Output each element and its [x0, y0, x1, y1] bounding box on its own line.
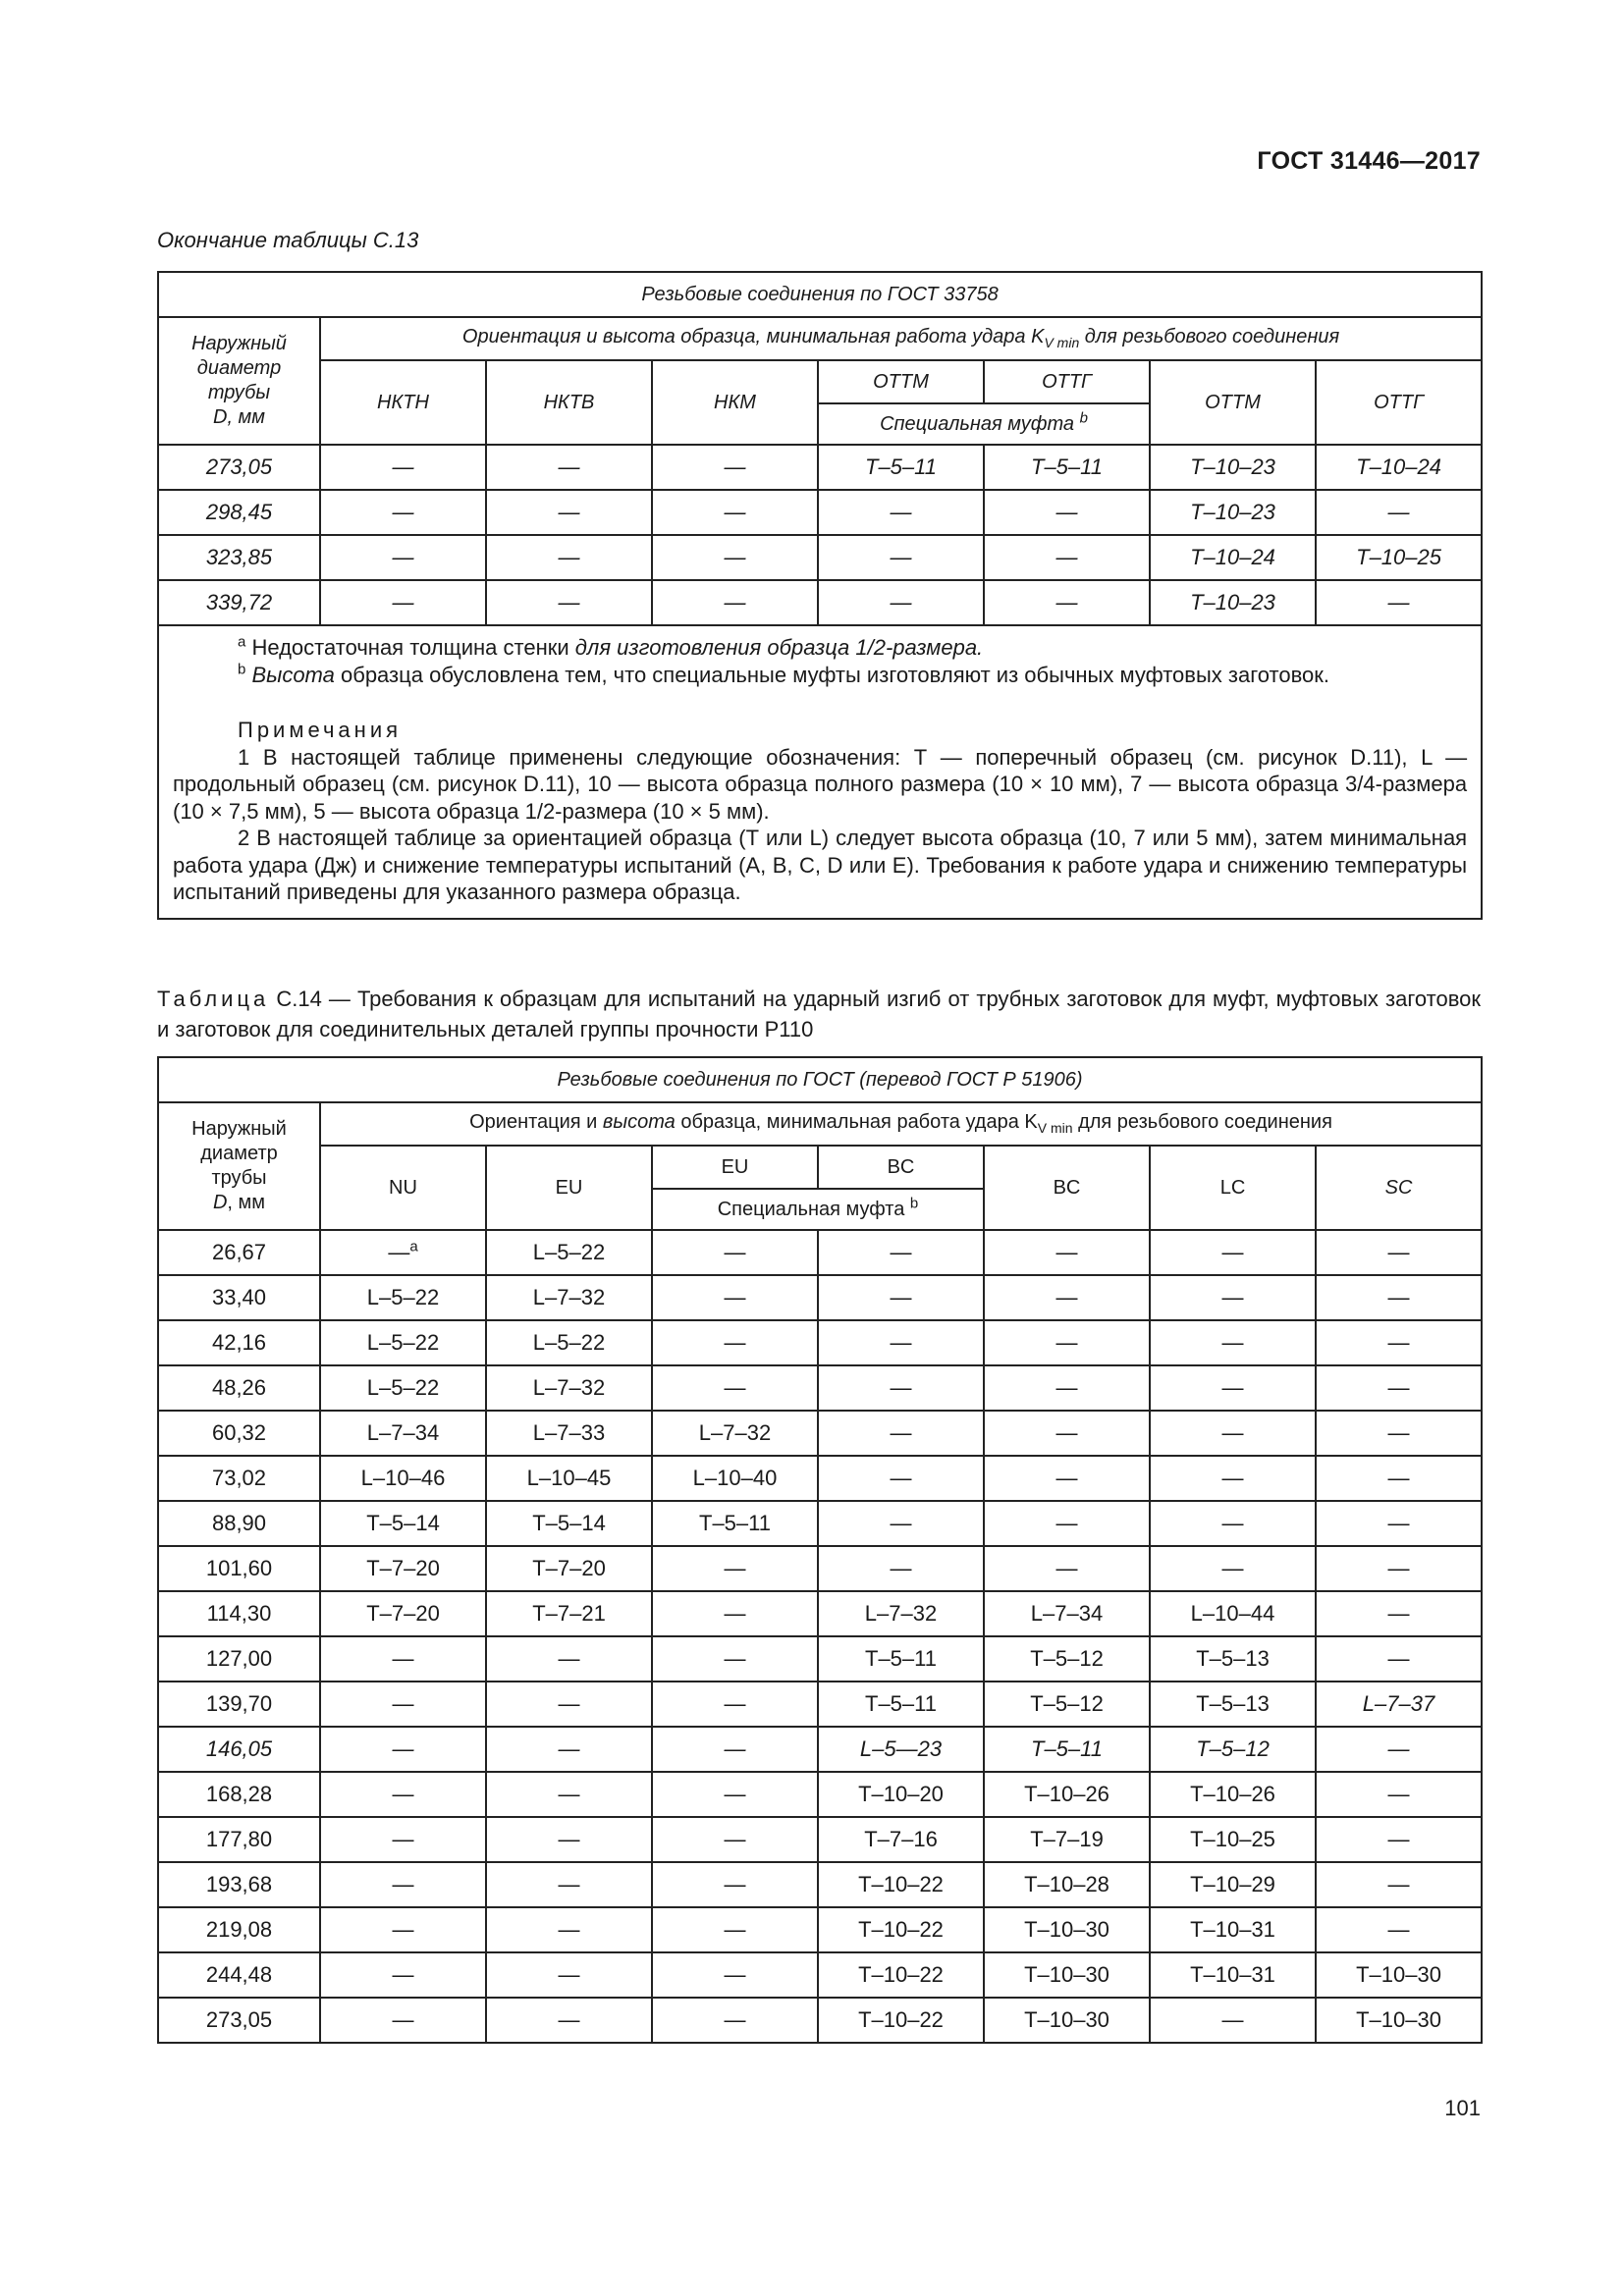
value-cell: Т–10–30 — [984, 1998, 1150, 2043]
value-cell: — — [818, 1501, 984, 1546]
value-cell: — — [1150, 1411, 1316, 1456]
value-cell: Т–10–28 — [984, 1862, 1150, 1907]
value-cell: Т–5–13 — [1150, 1636, 1316, 1682]
value-cell: Т–10–23 — [1150, 580, 1316, 625]
diameter-cell: 88,90 — [158, 1501, 320, 1546]
value-cell: L–7–37 — [1316, 1682, 1482, 1727]
value-cell: — — [486, 1907, 652, 1952]
value-cell: — — [652, 1365, 818, 1411]
value-cell: Т–5–14 — [486, 1501, 652, 1546]
value-cell: Т–7–20 — [320, 1546, 486, 1591]
table-row — [158, 1591, 1482, 1636]
value-cell: — — [1316, 580, 1482, 625]
value-cell: — — [320, 580, 486, 625]
value-cell: Т–5–11 — [984, 445, 1150, 490]
value-cell: — — [1150, 1230, 1316, 1275]
value-cell: — — [320, 1727, 486, 1772]
value-cell: Т–10–26 — [1150, 1772, 1316, 1817]
value-cell: — — [320, 535, 486, 580]
value-cell: — — [652, 1817, 818, 1862]
value-cell: — — [486, 535, 652, 580]
column-header: ОТТМ — [818, 360, 984, 403]
diameter-cell: 26,67 — [158, 1230, 320, 1275]
table-row — [158, 1998, 1482, 2043]
value-cell: Т–5–11 — [818, 1636, 984, 1682]
value-cell: — — [486, 1682, 652, 1727]
value-cell: L–10–45 — [486, 1456, 652, 1501]
value-cell: — — [652, 1230, 818, 1275]
value-cell: — — [1316, 1862, 1482, 1907]
value-cell: — — [984, 1275, 1150, 1320]
table-row — [158, 1456, 1482, 1501]
value-cell: Т–10–24 — [1316, 445, 1482, 490]
value-cell: Т–7–16 — [818, 1817, 984, 1862]
page-number: 101 — [1444, 2096, 1481, 2120]
value-cell: — — [818, 1320, 984, 1365]
value-cell: Т–10–23 — [1150, 490, 1316, 535]
value-cell: — — [1316, 1275, 1482, 1320]
value-cell: — — [652, 1320, 818, 1365]
diameter-cell: 60,32 — [158, 1411, 320, 1456]
value-cell: — — [984, 535, 1150, 580]
value-cell: L–7–32 — [818, 1591, 984, 1636]
value-cell: Т–7–20 — [486, 1546, 652, 1591]
value-cell: — — [984, 580, 1150, 625]
table-row — [158, 445, 1482, 490]
value-cell: — — [652, 445, 818, 490]
table-row — [158, 1365, 1482, 1411]
value-cell: — — [1316, 1456, 1482, 1501]
diameter-cell: 168,28 — [158, 1772, 320, 1817]
value-cell: Т–5–11 — [818, 1682, 984, 1727]
table-row — [158, 1682, 1482, 1727]
value-cell: — — [984, 1320, 1150, 1365]
diameter-cell: 42,16 — [158, 1320, 320, 1365]
value-cell: Т–10–22 — [818, 1952, 984, 1998]
diameter-cell: 244,48 — [158, 1952, 320, 1998]
value-cell: — — [818, 580, 984, 625]
table-row — [158, 1817, 1482, 1862]
diameter-cell: 273,05 — [158, 445, 320, 490]
value-cell: Т–10–24 — [1150, 535, 1316, 580]
value-cell: —$^a$ — [320, 1230, 486, 1275]
value-cell: Т–10–30 — [984, 1952, 1150, 1998]
table-row — [158, 1501, 1482, 1546]
value-cell: — — [1150, 1998, 1316, 2043]
diameter-cell: 73,02 — [158, 1456, 320, 1501]
value-cell: Т–10–22 — [818, 1862, 984, 1907]
value-cell: L–7–32 — [652, 1411, 818, 1456]
table-c14 — [157, 1056, 1483, 2044]
value-cell: — — [1150, 1275, 1316, 1320]
table-row — [158, 1636, 1482, 1682]
value-cell: Т–5–11 — [818, 445, 984, 490]
note-1: 1 В настоящей таблице применены следующие обозначения: Т — поперечный образец (см. рисунок D.11), L — продольный образец (см. рисунок D.11), 10 — высота образца полного размера (10 × 10 мм), 7 — высота образца 3/4-размера (10 × 7,5 мм), 5 — высота образца 1/2-размера (10 × 5 мм). — [173, 744, 1468, 824]
diameter-cell: 127,00 — [158, 1636, 320, 1682]
value-cell: — — [1316, 1591, 1482, 1636]
value-cell: — — [1316, 1907, 1482, 1952]
diameter-cell: 193,68 — [158, 1862, 320, 1907]
footnote-a: $^a$ Недостаточная толщина стенки для изготовления образца 1/2-размера. — [238, 633, 984, 660]
value-cell: L–7–32 — [486, 1275, 652, 1320]
table-row — [158, 580, 1482, 625]
column-header: NU — [320, 1146, 486, 1230]
value-cell: Т–5–12 — [1150, 1727, 1316, 1772]
value-cell: — — [984, 490, 1150, 535]
value-cell: — — [818, 535, 984, 580]
value-cell: L–10–44 — [1150, 1591, 1316, 1636]
table-row — [158, 1275, 1482, 1320]
value-cell: — — [486, 1636, 652, 1682]
value-cell: — — [984, 1501, 1150, 1546]
standard-designation: ГОСТ 31446—2017 — [1257, 147, 1481, 175]
value-cell: — — [652, 1682, 818, 1727]
value-cell: Т–5–11 — [652, 1501, 818, 1546]
value-cell: — — [1150, 1456, 1316, 1501]
value-cell: — — [320, 1998, 486, 2043]
value-cell: — — [984, 1365, 1150, 1411]
column-header: НКТВ — [486, 360, 652, 445]
value-cell: — — [320, 1682, 486, 1727]
value-cell: — — [1150, 1320, 1316, 1365]
table-c13 — [157, 271, 1483, 920]
column-header: ОТТГ — [1316, 360, 1482, 445]
value-cell: — — [1316, 490, 1482, 535]
value-cell: Т–7–21 — [486, 1591, 652, 1636]
value-cell: — — [652, 535, 818, 580]
column-header: ОТТГ — [984, 360, 1150, 403]
value-cell: — — [320, 445, 486, 490]
table-c13-notes — [158, 625, 1482, 919]
value-cell: — — [1316, 1727, 1482, 1772]
table-row — [158, 1411, 1482, 1456]
table-row — [158, 1727, 1482, 1772]
value-cell: — — [1316, 1636, 1482, 1682]
value-cell: Т–10–20 — [818, 1772, 984, 1817]
value-cell: — — [1150, 1546, 1316, 1591]
value-cell: L–7–33 — [486, 1411, 652, 1456]
value-cell: — — [320, 1817, 486, 1862]
diameter-cell: 273,05 — [158, 1998, 320, 2043]
value-cell: — — [320, 1772, 486, 1817]
value-cell: — — [486, 1817, 652, 1862]
value-cell: — — [818, 1411, 984, 1456]
value-cell: Т–5–12 — [984, 1636, 1150, 1682]
notes-title: Примечания — [238, 718, 403, 742]
value-cell: — — [984, 1411, 1150, 1456]
note-2: 2 В настоящей таблице за ориентацией образца (Т или L) следует высота образца (10, 7 или 5 мм), затем минимальная работа удара (Дж) и снижение температуры испытаний (A, B, C, D или E). Требования к работе удара и снижению температуры испытаний приведены для указанного размера образца. — [173, 826, 1468, 904]
value-cell: Т–5–14 — [320, 1501, 486, 1546]
column-header: НКМ — [652, 360, 818, 445]
value-cell: — — [652, 1591, 818, 1636]
diameter-header: Наружный диаметр трубы D, мм — [158, 317, 320, 445]
value-cell: — — [652, 1907, 818, 1952]
value-cell: Т–10–31 — [1150, 1952, 1316, 1998]
value-cell: — — [652, 1998, 818, 2043]
value-cell: L–5–22 — [320, 1365, 486, 1411]
value-cell: L–5–22 — [486, 1230, 652, 1275]
column-header: EU — [652, 1146, 818, 1189]
value-cell: L–5–22 — [320, 1275, 486, 1320]
value-cell: — — [652, 490, 818, 535]
value-cell: — — [652, 580, 818, 625]
column-header: ОТТМ — [1150, 360, 1316, 445]
diameter-cell: 146,05 — [158, 1727, 320, 1772]
value-cell: Т–10–30 — [1316, 1952, 1482, 1998]
value-cell: Т–10–22 — [818, 1998, 984, 2043]
table-c13-title: Резьбовые соединения по ГОСТ 33758 — [158, 272, 1482, 317]
value-cell: — — [1316, 1817, 1482, 1862]
value-cell: L–5—23 — [818, 1727, 984, 1772]
value-cell: — — [486, 1998, 652, 2043]
value-cell: — — [1316, 1501, 1482, 1546]
value-cell: — — [320, 1907, 486, 1952]
column-header: НКТН — [320, 360, 486, 445]
value-cell: — — [818, 490, 984, 535]
value-cell: — — [818, 1456, 984, 1501]
column-header: SC — [1316, 1146, 1482, 1230]
footnote-b: $^b$ Высота образца обусловлена тем, что специальные муфты изготовляют из обычных муфтовых заготовок. — [238, 661, 1329, 687]
value-cell: Т–10–31 — [1150, 1907, 1316, 1952]
value-cell: L–10–40 — [652, 1456, 818, 1501]
value-cell: Т–5–13 — [1150, 1682, 1316, 1727]
value-cell: — — [984, 1456, 1150, 1501]
value-cell: — — [320, 1952, 486, 1998]
value-cell: Т–7–20 — [320, 1591, 486, 1636]
value-cell: Т–10–25 — [1316, 535, 1482, 580]
diameter-cell: 48,26 — [158, 1365, 320, 1411]
value-cell: — — [486, 1772, 652, 1817]
value-cell: — — [486, 490, 652, 535]
value-cell: — — [818, 1275, 984, 1320]
table-row — [158, 1862, 1482, 1907]
table-row — [158, 1772, 1482, 1817]
value-cell: L–10–46 — [320, 1456, 486, 1501]
value-cell: Т–7–19 — [984, 1817, 1150, 1862]
value-cell: — — [320, 490, 486, 535]
value-cell: — — [1316, 1772, 1482, 1817]
value-cell: — — [818, 1546, 984, 1591]
value-cell: — — [1316, 1546, 1482, 1591]
diameter-cell: 101,60 — [158, 1546, 320, 1591]
table-c14-title: Резьбовые соединения по ГОСТ (перевод ГОСТ Р 51906) — [158, 1057, 1482, 1102]
value-cell: Т–10–26 — [984, 1772, 1150, 1817]
diameter-cell: 219,08 — [158, 1907, 320, 1952]
value-cell: — — [320, 1636, 486, 1682]
value-cell: — — [984, 1230, 1150, 1275]
orientation-header: Ориентация и высота образца, минимальная работа удара $K_{V min}$ для резьбового соединения — [320, 317, 1482, 360]
value-cell: — — [320, 1862, 486, 1907]
value-cell: — — [652, 1862, 818, 1907]
value-cell: — — [652, 1636, 818, 1682]
value-cell: Т–10–25 — [1150, 1817, 1316, 1862]
diameter-header: Наружный диаметр трубы D, мм — [158, 1102, 320, 1230]
value-cell: — — [1150, 1501, 1316, 1546]
value-cell: — — [818, 1230, 984, 1275]
column-header: EU — [486, 1146, 652, 1230]
special-coupling-header: Специальная муфта $^b$ — [652, 1189, 984, 1230]
value-cell: L–7–32 — [486, 1365, 652, 1411]
value-cell: — — [652, 1727, 818, 1772]
column-header: LC — [1150, 1146, 1316, 1230]
table-continuation-caption: Окончание таблицы С.13 — [157, 228, 419, 252]
table-row — [158, 1546, 1482, 1591]
diameter-cell: 177,80 — [158, 1817, 320, 1862]
value-cell: — — [652, 1772, 818, 1817]
value-cell: L–5–22 — [320, 1320, 486, 1365]
value-cell: — — [652, 1275, 818, 1320]
diameter-cell: 114,30 — [158, 1591, 320, 1636]
table-row — [158, 490, 1482, 535]
value-cell: — — [1316, 1230, 1482, 1275]
value-cell: L–7–34 — [984, 1591, 1150, 1636]
value-cell: — — [486, 580, 652, 625]
value-cell: Т–10–30 — [1316, 1998, 1482, 2043]
value-cell: — — [1316, 1320, 1482, 1365]
value-cell: Т–10–29 — [1150, 1862, 1316, 1907]
value-cell: — — [486, 445, 652, 490]
footnote-mark: a — [409, 1238, 418, 1255]
value-cell: Т–10–22 — [818, 1907, 984, 1952]
value-cell: L–5–22 — [486, 1320, 652, 1365]
value-cell: — — [486, 1862, 652, 1907]
table-row — [158, 1952, 1482, 1998]
orientation-header: Ориентация и высота образца, минимальная работа удара $K_{V min}$ для резьбового соединения — [320, 1102, 1482, 1146]
value-cell: — — [486, 1952, 652, 1998]
diameter-cell: 139,70 — [158, 1682, 320, 1727]
value-cell: — — [652, 1546, 818, 1591]
value-cell: Т–5–12 — [984, 1682, 1150, 1727]
table-row — [158, 1907, 1482, 1952]
table-row — [158, 1320, 1482, 1365]
diameter-cell: 298,45 — [158, 490, 320, 535]
value-cell: Т–10–30 — [984, 1907, 1150, 1952]
value-cell: — — [984, 1546, 1150, 1591]
value-cell: — — [1150, 1365, 1316, 1411]
special-coupling-header: Специальная муфта $^b$ — [818, 403, 1150, 445]
table-row — [158, 1230, 1482, 1275]
value-cell: Т–10–23 — [1150, 445, 1316, 490]
table-row — [158, 535, 1482, 580]
value-cell: — — [652, 1952, 818, 1998]
value-cell: — — [1316, 1411, 1482, 1456]
column-header: BC — [818, 1146, 984, 1189]
diameter-cell: 339,72 — [158, 580, 320, 625]
column-header: BC — [984, 1146, 1150, 1230]
table-c14-caption: Таблица С.14 — Требования к образцам для испытаний на ударный изгиб от трубных заготовок для муфт, муфтовых заготовок и заготовок для соединительных деталей группы прочности Р110 — [157, 987, 1481, 1041]
value-cell: — — [1316, 1365, 1482, 1411]
diameter-cell: 323,85 — [158, 535, 320, 580]
diameter-cell: 33,40 — [158, 1275, 320, 1320]
value-cell: — — [486, 1727, 652, 1772]
value-cell: — — [818, 1365, 984, 1411]
value-cell: L–7–34 — [320, 1411, 486, 1456]
value-cell: Т–5–11 — [984, 1727, 1150, 1772]
